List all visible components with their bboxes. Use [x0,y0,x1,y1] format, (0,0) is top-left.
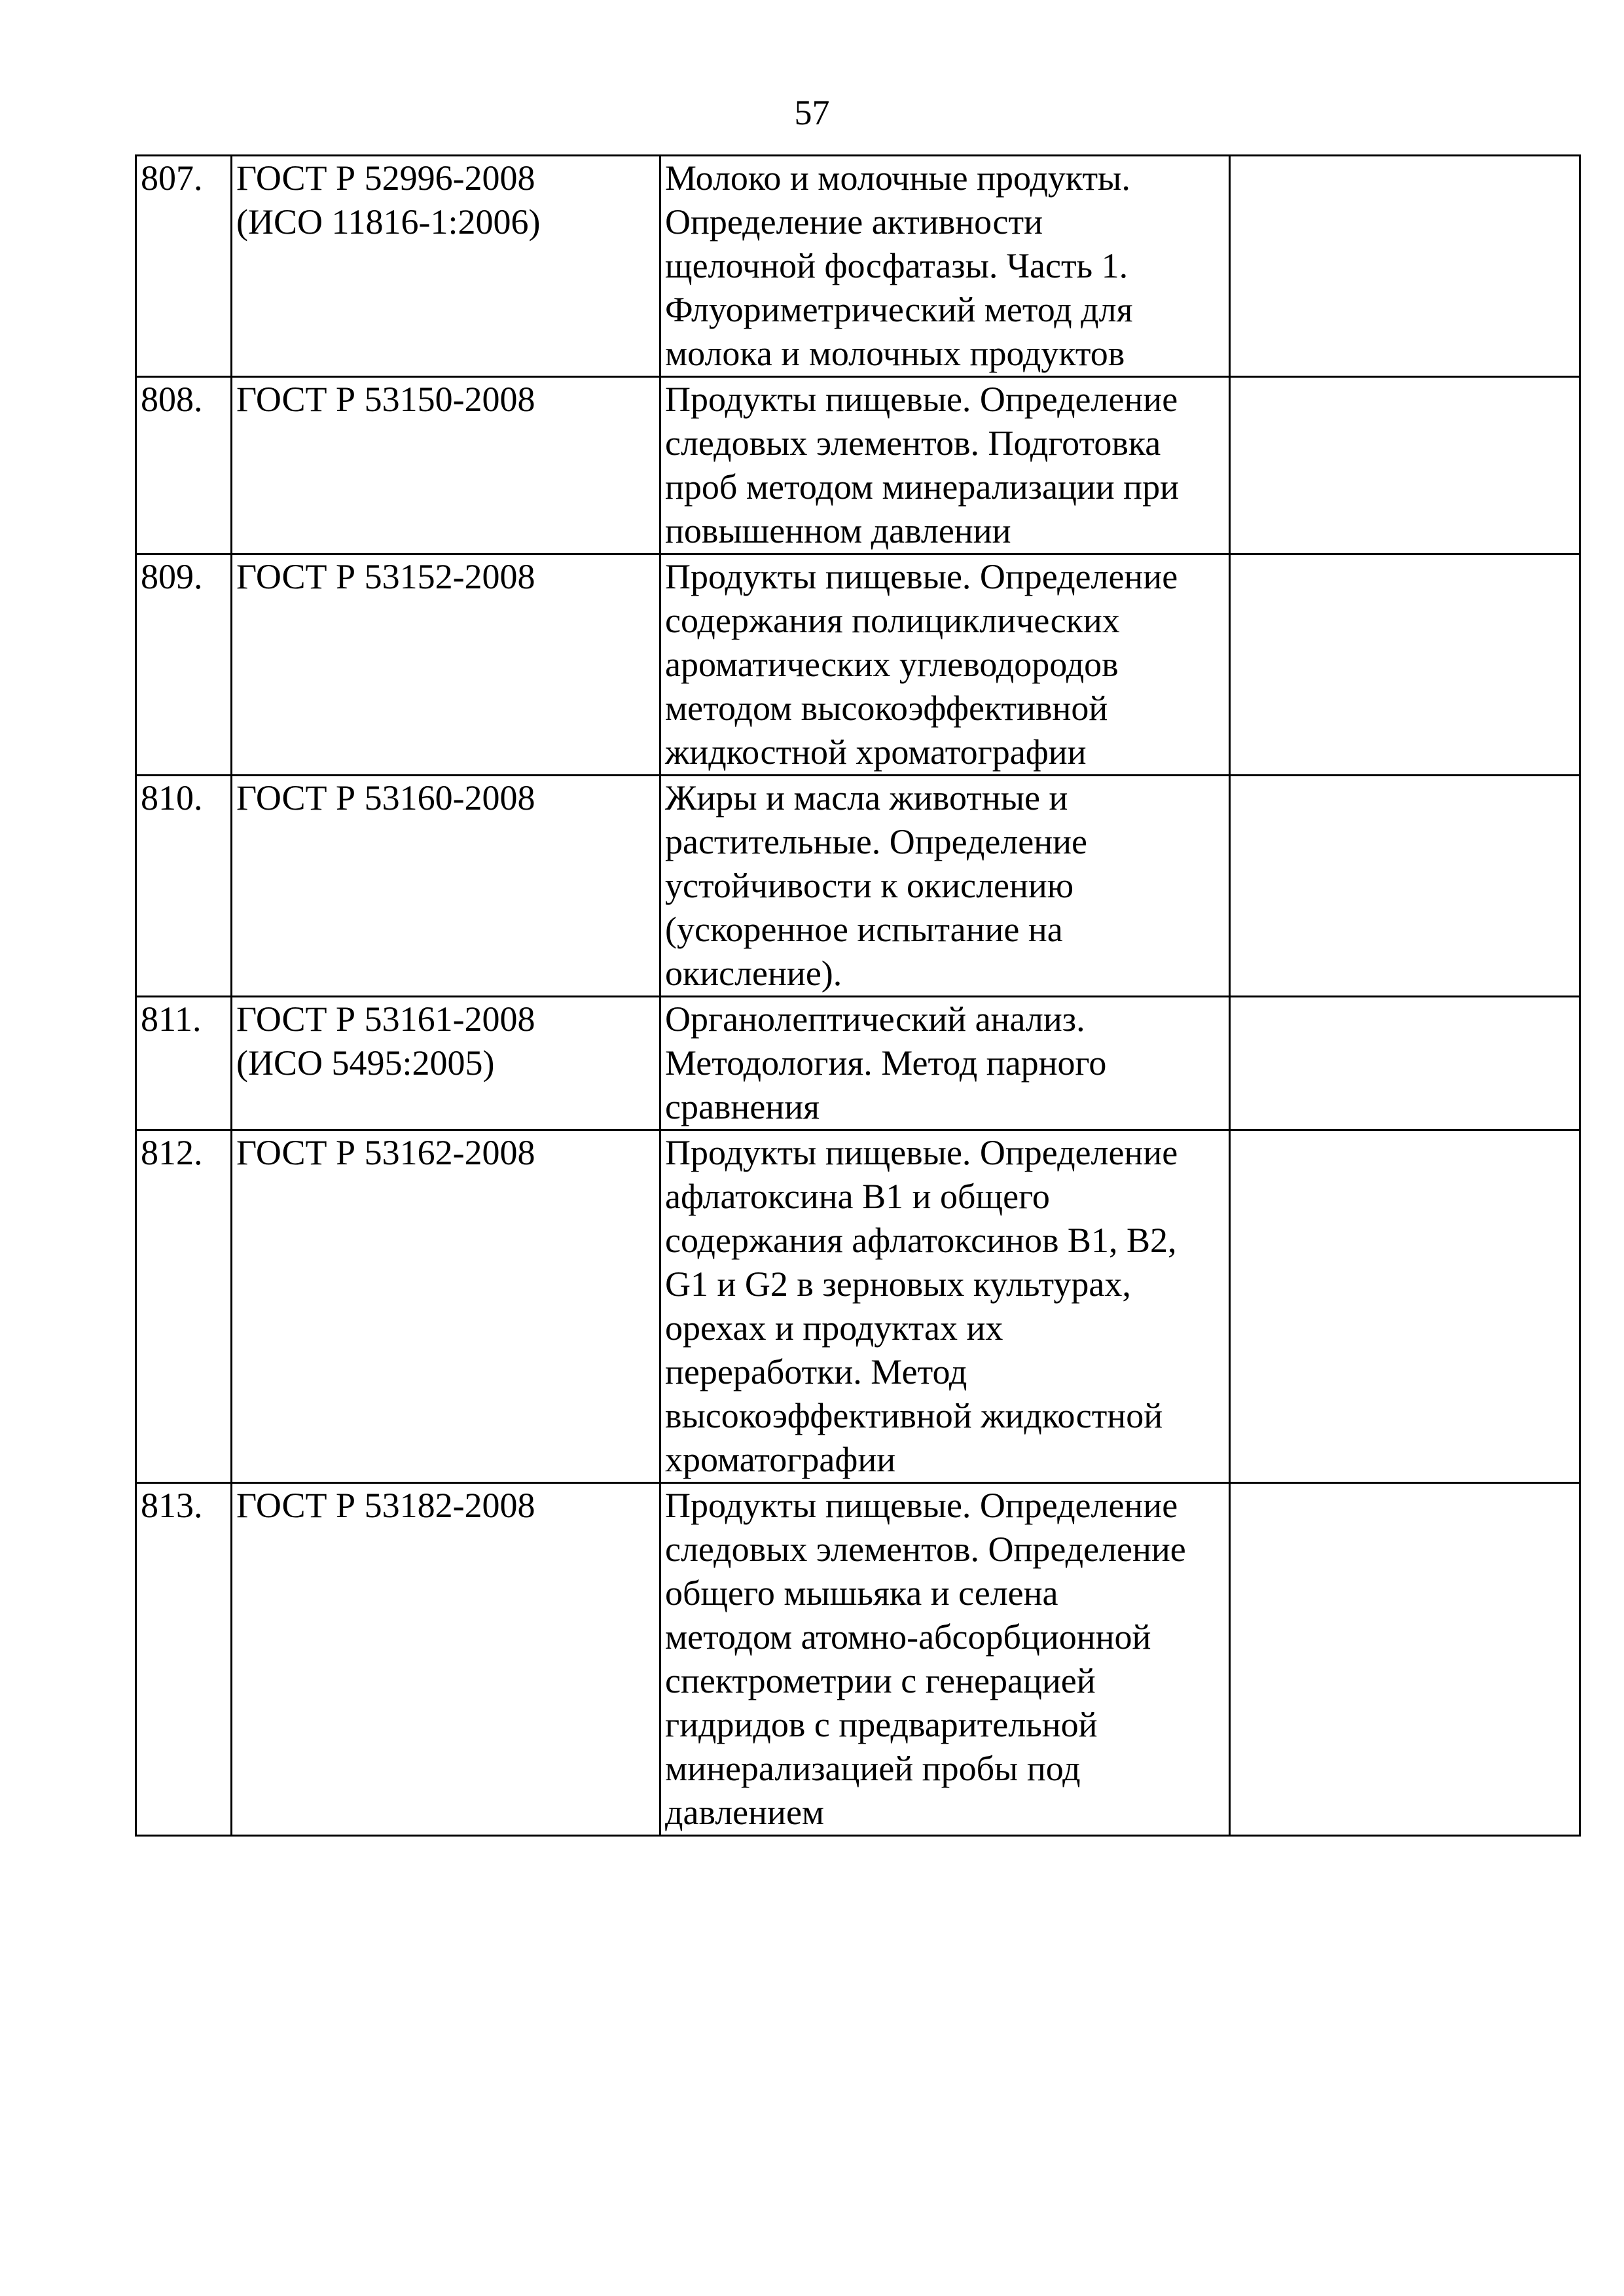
empty-cell [1230,554,1580,776]
row-number: 808. [136,377,232,554]
standard-title: Органолептический анализ. Методология. Метод парного сравнения [660,997,1230,1130]
standard-title: Продукты пищевые. Определение афлатоксина B1 и общего содержания афлатоксинов B1, B2, G1 и G2 в зерновых культурах, орехах и продуктах их переработки. Метод высокоэффективной жидкостной хроматографии [660,1130,1230,1483]
empty-cell [1230,156,1580,377]
standard-code: ГОСТ Р 53160-2008 [232,776,660,997]
standard-title: Продукты пищевые. Определение следовых элементов. Определение общего мышьяка и селена методом атомно-абсорбционной спектрометрии с генерацией гидридов с предварительной минерализацией пробы под давлением [660,1483,1230,1836]
standard-code: ГОСТ Р 53161-2008 (ИСО 5495:2005) [232,997,660,1130]
standard-title: Молоко и молочные продукты. Определение активности щелочной фосфатазы. Часть 1. Флуориметрический метод для молока и молочных продуктов [660,156,1230,377]
empty-cell [1230,776,1580,997]
page-number: 57 [794,93,830,132]
standard-title: Продукты пищевые. Определение следовых элементов. Подготовка проб методом минерализации при повышенном давлении [660,377,1230,554]
standard-code: ГОСТ Р 53182-2008 [232,1483,660,1836]
table-row [136,156,1580,377]
table-row [136,377,1580,554]
standards-table [135,154,1581,1837]
row-number: 810. [136,776,232,997]
row-number: 811. [136,997,232,1130]
empty-cell [1230,1483,1580,1836]
standard-code: ГОСТ Р 53152-2008 [232,554,660,776]
standard-code: ГОСТ Р 52996-2008 (ИСО 11816-1:2006) [232,156,660,377]
row-number: 807. [136,156,232,377]
empty-cell [1230,377,1580,554]
standard-code: ГОСТ Р 53150-2008 [232,377,660,554]
standard-title: Жиры и масла животные и растительные. Определение устойчивости к окислению (ускоренное испытание на окисление). [660,776,1230,997]
table-row [136,554,1580,776]
standard-title: Продукты пищевые. Определение содержания полициклических ароматических углеводородов методом высокоэффективной жидкостной хроматографии [660,554,1230,776]
table-row [136,997,1580,1130]
row-number: 809. [136,554,232,776]
empty-cell [1230,997,1580,1130]
empty-cell [1230,1130,1580,1483]
row-number: 813. [136,1483,232,1836]
standard-code: ГОСТ Р 53162-2008 [232,1130,660,1483]
row-number: 812. [136,1130,232,1483]
table-row [136,776,1580,997]
table-row [136,1130,1580,1483]
table-row [136,1483,1580,1836]
